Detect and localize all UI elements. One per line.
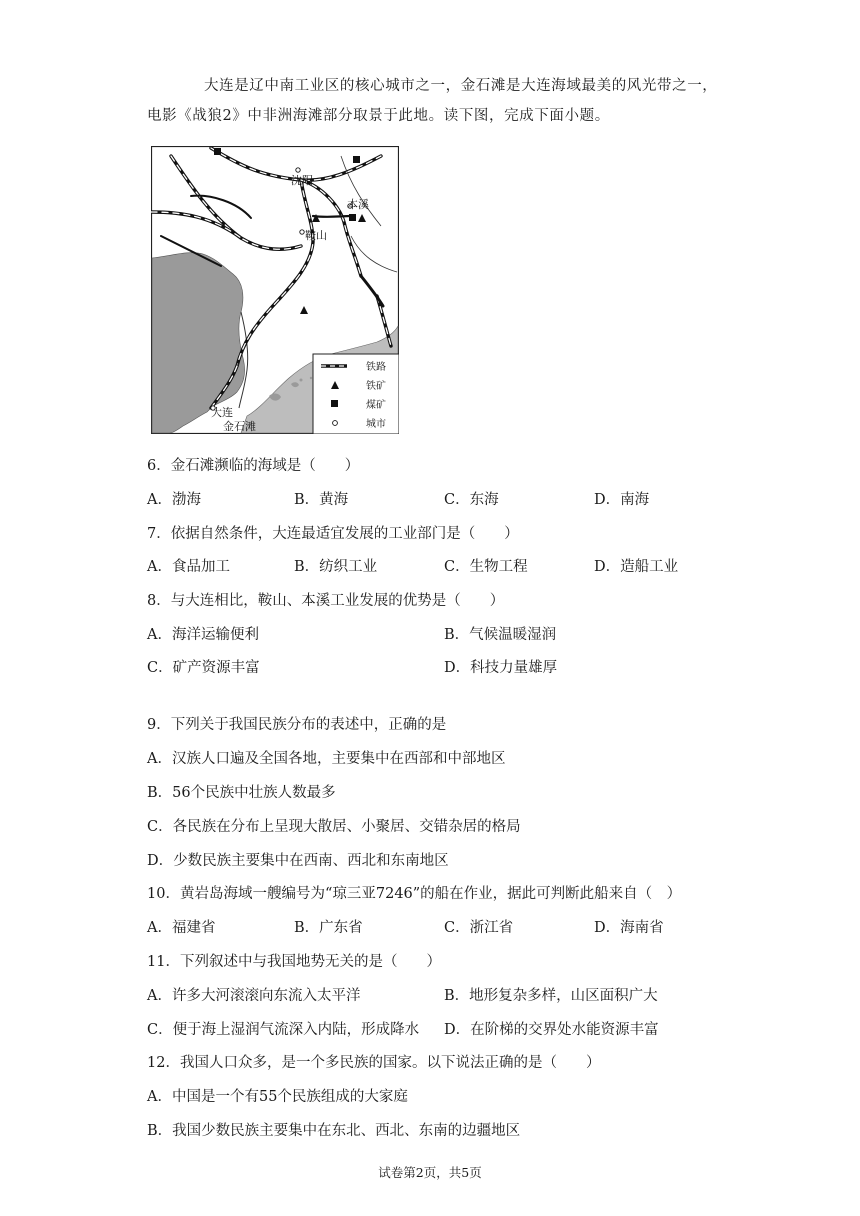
label-benxi: 本溪 xyxy=(347,198,369,211)
map-legend xyxy=(313,354,399,434)
intro-line-2: 电影《战狼2》中非洲海滩部分取景于此地。读下图，完成下面小题。 xyxy=(147,108,610,124)
question-11-stem: 11．下列叙述中与我国地势无关的是（ ） xyxy=(147,954,441,970)
label-dalian: 大连 xyxy=(211,406,233,419)
city-icon-anshan xyxy=(300,230,304,234)
legend-railway: 铁路 xyxy=(366,362,386,373)
legend-iron: 铁矿 xyxy=(366,381,386,392)
question-7-option-a[interactable]: A．食品加工 xyxy=(147,559,230,575)
question-7-option-b[interactable]: B．纺织工业 xyxy=(294,559,378,575)
label-shenyang: 沈阳 xyxy=(291,174,313,187)
question-9-option-c[interactable]: C．各民族在分布上呈现大散居、小聚居、交错杂居的格局 xyxy=(147,819,521,835)
question-11-option-a[interactable]: A．许多大河滚滚向东流入太平洋 xyxy=(147,988,361,1004)
label-jinshitan: 金石滩 xyxy=(223,420,256,433)
question-8-option-a[interactable]: A．海洋运输便利 xyxy=(147,627,259,643)
question-8-option-b[interactable]: B．气候温暖湿润 xyxy=(444,627,557,643)
island xyxy=(310,377,312,379)
question-12-option-a[interactable]: A．中国是一个有55个民族组成的大家庭 xyxy=(147,1089,408,1105)
page-footer: 试卷第2页，共5页 xyxy=(378,1165,482,1180)
question-10-option-c[interactable]: C．浙江省 xyxy=(444,920,514,936)
question-11-option-d[interactable]: D．在阶梯的交界处水能资源丰富 xyxy=(444,1022,659,1038)
question-11-option-c[interactable]: C．便于海上湿润气流深入内陆，形成降水 xyxy=(147,1022,420,1038)
coal-mine-icon xyxy=(353,156,360,163)
question-7-option-c[interactable]: C．生物工程 xyxy=(444,559,528,575)
label-anshan: 鞍山 xyxy=(305,229,327,242)
question-6-stem: 6．金石滩濒临的海域是（ ） xyxy=(147,458,360,474)
question-9-option-a[interactable]: A．汉族人口遍及全国各地，主要集中在西部和中部地区 xyxy=(147,751,506,767)
liaoning-map xyxy=(151,146,399,434)
coal-mine-icon xyxy=(349,214,356,221)
question-12-option-b[interactable]: B．我国少数民族主要集中在东北、西北、东南的边疆地区 xyxy=(147,1123,521,1139)
legend-city: 城市 xyxy=(366,419,386,430)
question-6-option-d[interactable]: D．南海 xyxy=(594,492,650,508)
question-6-option-c[interactable]: C．东海 xyxy=(444,492,499,508)
legend-coal: 煤矿 xyxy=(366,400,386,411)
city-icon-shenyang xyxy=(296,168,300,172)
question-10-option-b[interactable]: B．广东省 xyxy=(294,920,363,936)
question-7-option-d[interactable]: D．造船工业 xyxy=(594,559,679,575)
question-8-option-d[interactable]: D．科技力量雄厚 xyxy=(444,660,558,676)
legend-coal-icon xyxy=(331,400,338,407)
legend-city-icon xyxy=(333,421,338,426)
island xyxy=(300,379,303,382)
coal-mine-icon xyxy=(214,148,221,155)
question-9-option-b[interactable]: B．56个民族中壮族人数最多 xyxy=(147,785,336,801)
question-10-option-d[interactable]: D．海南省 xyxy=(594,920,664,936)
question-6-option-a[interactable]: A．渤海 xyxy=(147,492,201,508)
question-9-stem: 9．下列关于我国民族分布的表述中，正确的是 xyxy=(147,717,447,733)
question-10-stem: 10．黄岩岛海域一艘编号为“琼三亚7246”的船在作业，据此可判断此船来自（ ） xyxy=(147,886,682,902)
question-10-option-a[interactable]: A．福建省 xyxy=(147,920,216,936)
question-12-stem: 12．我国人口众多，是一个多民族的国家。以下说法正确的是（ ） xyxy=(147,1055,601,1071)
question-7-stem: 7．依据自然条件，大连最适宜发展的工业部门是（ ） xyxy=(147,526,519,542)
intro-line-1: 大连是辽中南工业区的核心城市之一，金石滩是大连海域最美的风光带之一， xyxy=(204,78,718,94)
question-9-option-d[interactable]: D．少数民族主要集中在西南、西北和东南地区 xyxy=(147,853,449,869)
question-8-stem: 8．与大连相比，鞍山、本溪工业发展的优势是（ ） xyxy=(147,593,505,609)
question-8-option-c[interactable]: C．矿产资源丰富 xyxy=(147,660,260,676)
question-6-option-b[interactable]: B．黄海 xyxy=(294,492,349,508)
question-11-option-b[interactable]: B．地形复杂多样，山区面积广大 xyxy=(444,988,658,1004)
